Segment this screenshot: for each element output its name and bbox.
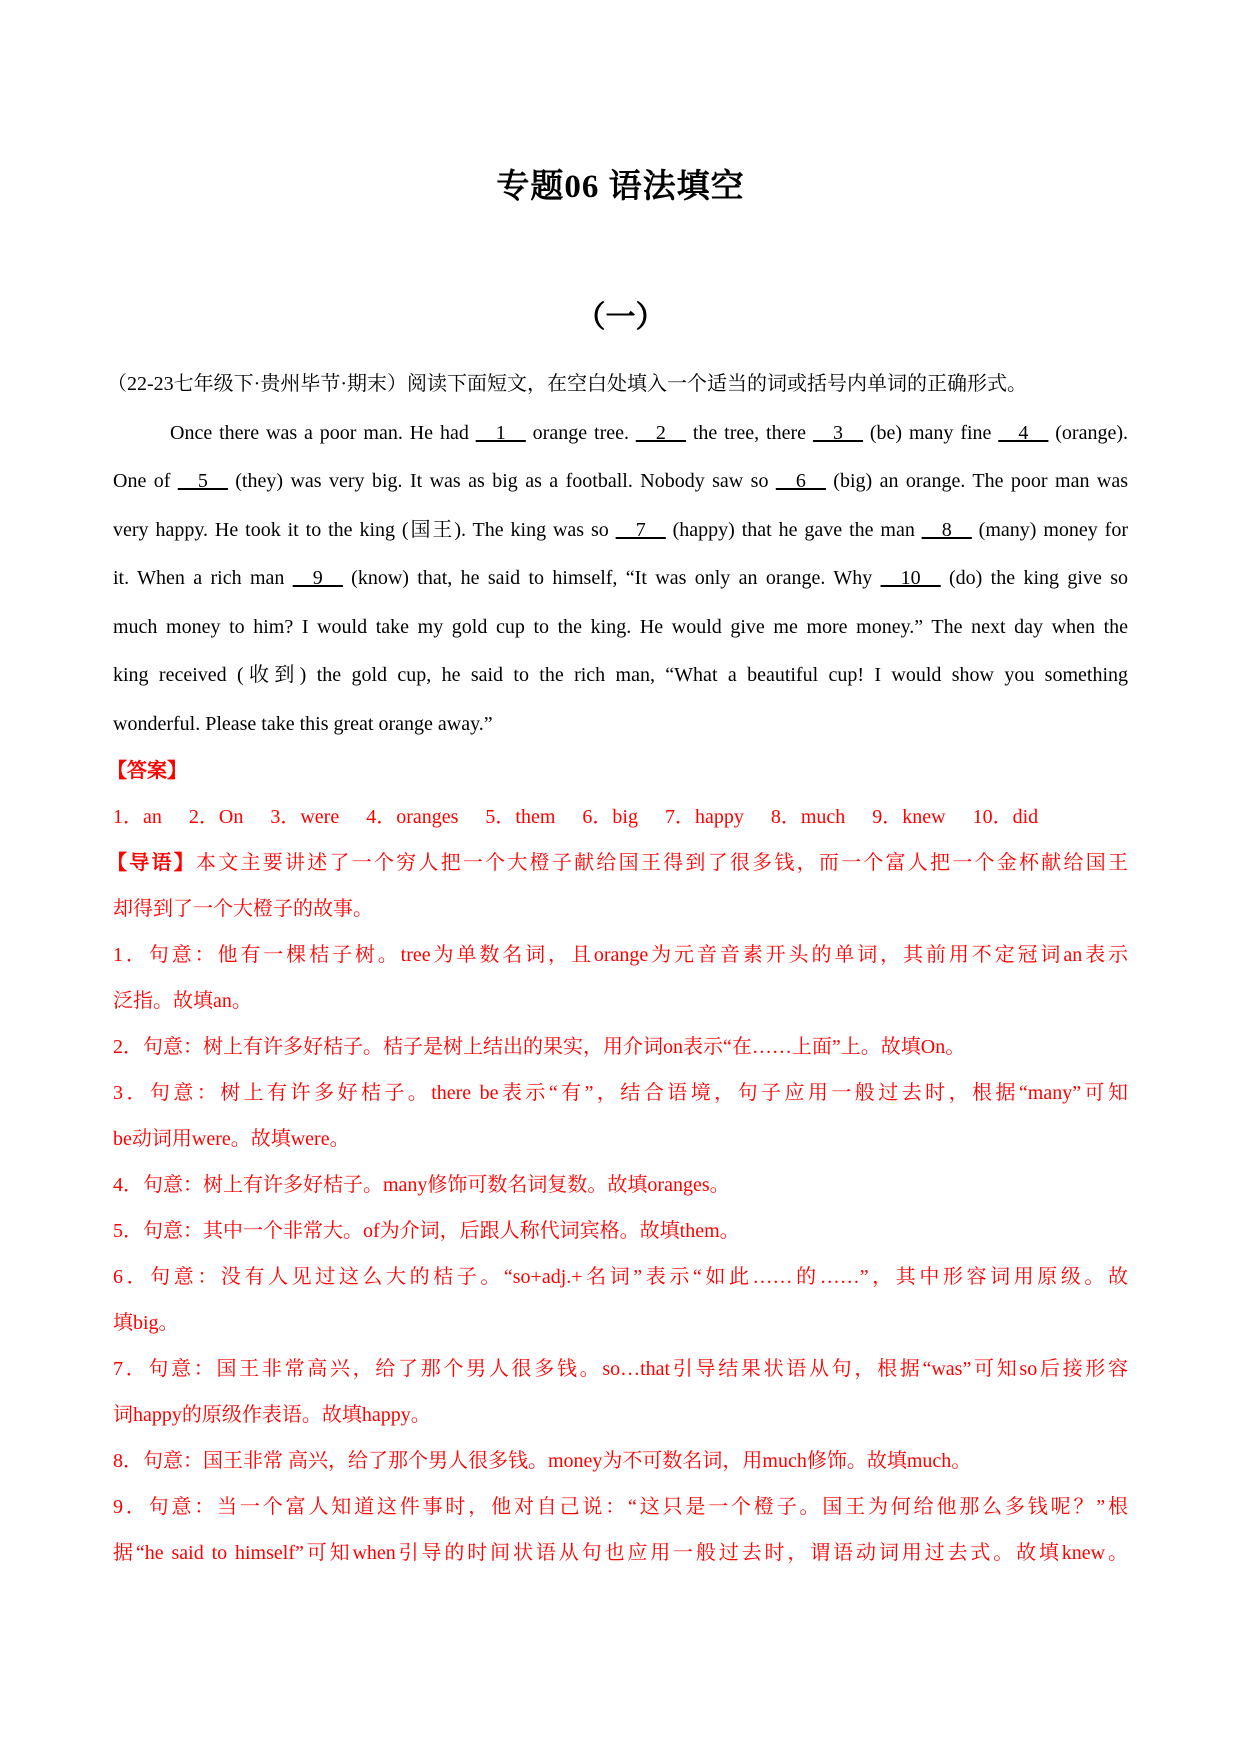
instruction-text: （22-23七年级下·贵州毕节·期末）阅读下面短文，在空白处填入一个适当的词或括号内单词的正确形式。 xyxy=(107,373,1027,395)
blank-10: __10__ xyxy=(880,567,941,589)
answer-item: 9．knew xyxy=(872,806,946,828)
passage-text: orange tree. xyxy=(525,421,636,444)
note-6-line-2: 填big。 xyxy=(113,1312,179,1334)
guide-label: 【导语】 xyxy=(107,852,196,874)
passage-text: (orange). xyxy=(1048,421,1128,444)
passage-line-6: king received (收到) the gold cup, he said to the rich man, “What a beautiful cup! I would show you something xyxy=(113,664,1128,686)
note-6-line-1: 6．句意：没有人见过这么大的桔子。“so+adj.+名词”表示“如此……的……”，其中形容词用原级。故 xyxy=(113,1266,1128,1288)
passage-text: it. When a rich man xyxy=(113,567,293,589)
blank-2: __2__ xyxy=(635,421,686,444)
passage-text: very happy. He took it to the king (国王). The king was so xyxy=(113,518,616,541)
note-9-line-1: 9．句意：当一个富人知道这件事时，他对自己说：“这只是一个橙子。国王为何给他那么多钱呢？”根 xyxy=(113,1496,1128,1518)
passage-text: Once there was a poor man. He had xyxy=(170,421,476,444)
answer-list xyxy=(113,794,1128,840)
passage-text: One of xyxy=(113,470,178,492)
passage-text: (big) an orange. The poor man was xyxy=(825,470,1128,492)
note-1-line-1: 1．句意：他有一棵桔子树。tree为单数名词，且orange为元音音素开头的单词，其前用不定冠词an表示 xyxy=(113,944,1128,966)
answer-item: 6．big xyxy=(582,806,638,828)
passage-text: the tree, there xyxy=(685,421,813,444)
document-body xyxy=(107,360,1129,1576)
answer-item: 2．On xyxy=(188,806,244,828)
passage-line-5: much money to him? I would take my gold cup to the king. He would give me more money.” The next day when the xyxy=(113,615,1128,638)
blank-8: __8__ xyxy=(921,518,972,541)
passage-line-2 xyxy=(113,457,1128,506)
passage-line-4 xyxy=(113,554,1128,603)
answer-item: 3．were xyxy=(270,806,340,828)
guide-text: 本文主要讲述了一个穷人把一个大橙子献给国王得到了很多钱，而一个富人把一个金杯献给国王 xyxy=(195,852,1129,874)
blank-9: __9__ xyxy=(292,567,343,589)
passage-text: (many) money for xyxy=(971,518,1129,541)
guide-line-2: 却得到了一个大橙子的故事。 xyxy=(113,898,373,920)
note-7-line-1: 7．句意：国王非常高兴，给了那个男人很多钱。so…that引导结果状语从句，根据“was”可知so后接形容 xyxy=(113,1358,1128,1380)
passage-text: (happy) that he gave the man xyxy=(665,518,922,541)
section-heading: （一） xyxy=(575,301,666,334)
blank-7: __7__ xyxy=(615,518,666,541)
answer-label: 【答案】 xyxy=(107,760,187,782)
passage-text: (do) the king give so xyxy=(940,567,1128,589)
passage-text: (they) was very big. It was as big as a football. Nobody saw so xyxy=(227,470,776,492)
passage-line-1 xyxy=(113,409,1128,458)
note-5-line-1: 5．句意：其中一个非常大。of为介词，后跟人称代词宾格。故填them。 xyxy=(113,1220,740,1242)
blank-5: __5__ xyxy=(177,470,228,492)
note-4-line-1: 4．句意：树上有许多好桔子。many修饰可数名词复数。故填oranges。 xyxy=(113,1174,730,1196)
passage-line-3 xyxy=(113,506,1128,555)
blank-6: __6__ xyxy=(775,470,826,492)
note-7-line-2: 词happy的原级作表语。故填happy。 xyxy=(113,1404,431,1426)
blank-1: __1__ xyxy=(475,421,526,444)
document-title: 专题06 语法填空 xyxy=(496,169,745,205)
answer-item: 1．an xyxy=(113,806,162,828)
answer-item: 8．much xyxy=(770,806,846,828)
answer-item: 10．did xyxy=(972,806,1039,828)
passage-line-7: wonderful. Please take this great orange away.” xyxy=(113,712,493,735)
passage-text: (be) many fine xyxy=(862,421,999,444)
answer-item: 4．oranges xyxy=(366,806,459,828)
note-1-line-2: 泛指。故填an。 xyxy=(113,990,252,1012)
answer-item: 5．them xyxy=(485,806,556,828)
answer-item: 7．happy xyxy=(664,806,744,828)
guide-line-1 xyxy=(107,840,1128,886)
passage-text: (know) that, he said to himself, “It was only an orange. Why xyxy=(342,567,881,589)
note-3-line-2: be动词用were。故填were。 xyxy=(113,1128,350,1150)
note-8-line-1: 8．句意：国王非常 高兴，给了那个男人很多钱。money为不可数名词，用much修饰。故填much。 xyxy=(113,1450,972,1472)
note-9-line-2: 据“he said to himself”可知when引导的时间状语从句也应用一般过去时，谓语动词用过去式。故填knew。 xyxy=(113,1542,1128,1564)
note-3-line-1: 3．句意：树上有许多好桔子。there be表示“有”，结合语境，句子应用一般过去时，根据“many”可知 xyxy=(113,1082,1128,1104)
blank-4: __4__ xyxy=(998,421,1049,444)
blank-3: __3__ xyxy=(812,421,863,444)
note-2-line-1: 2．句意：树上有许多好桔子。桔子是树上结出的果实，用介词on表示“在……上面”上。故填On。 xyxy=(113,1036,966,1058)
